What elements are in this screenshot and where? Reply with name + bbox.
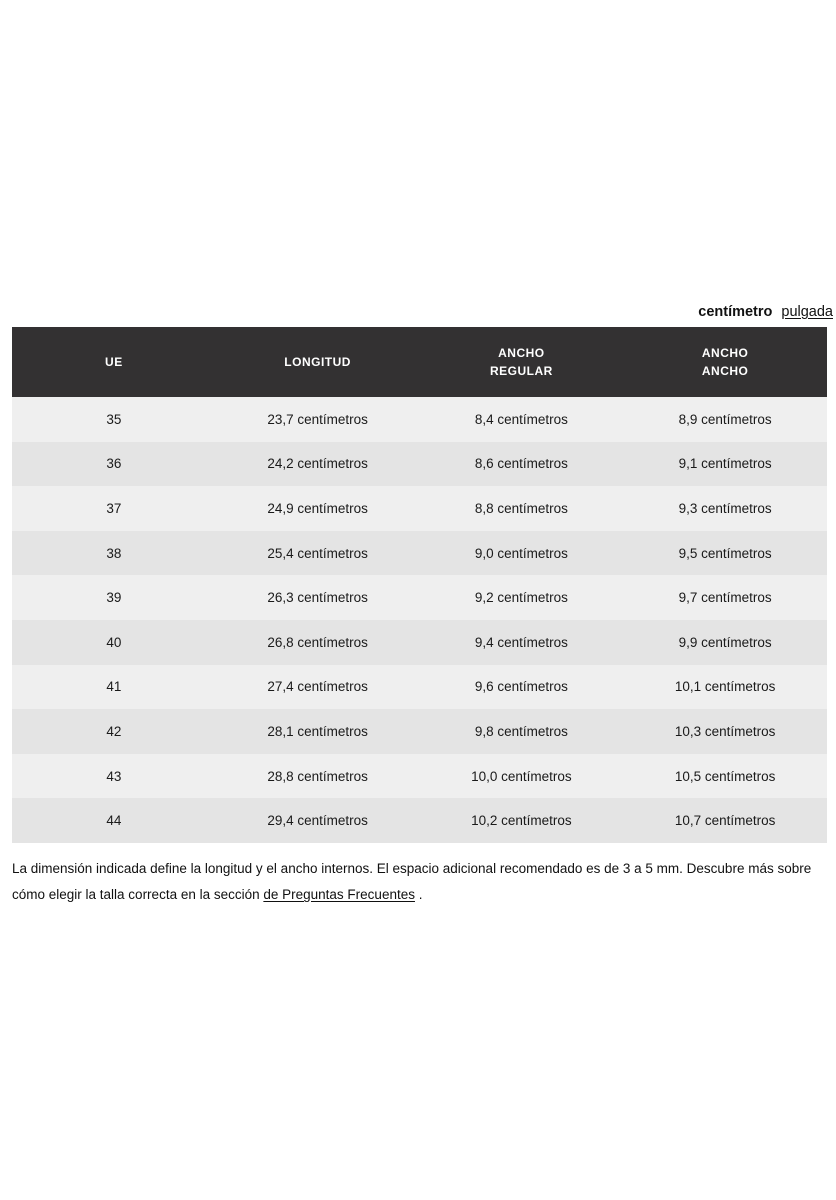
- cell-longitud: 26,8 centímetros: [267, 634, 368, 650]
- table-row: [12, 397, 827, 442]
- cell-ancho-ancho: 9,9 centímetros: [678, 634, 772, 650]
- cell-ancho-ancho: 10,7 centímetros: [674, 813, 776, 829]
- cell-longitud: 24,2 centímetros: [267, 456, 368, 472]
- cell-ue: 39: [106, 590, 122, 606]
- cell-ue: 43: [106, 768, 122, 784]
- table-row: [12, 754, 827, 799]
- column-header: [420, 327, 624, 397]
- cell-longitud: 27,4 centímetros: [267, 679, 368, 695]
- cell-longitud: 29,4 centímetros: [267, 813, 368, 829]
- column-header: [12, 327, 216, 397]
- cell-ancho-regular: 9,2 centímetros: [474, 590, 568, 606]
- unit-toggle: [698, 303, 833, 321]
- column-header: [623, 327, 827, 397]
- cell-longitud: 24,9 centímetros: [267, 500, 368, 516]
- table-row: [12, 531, 827, 576]
- cell-ancho-regular: 8,8 centímetros: [474, 500, 568, 516]
- cell-ancho-ancho: 8,9 centímetros: [678, 411, 772, 427]
- cell-longitud: 25,4 centímetros: [267, 545, 368, 561]
- cell-ancho-regular: 10,2 centímetros: [471, 813, 572, 829]
- cell-longitud: 23,7 centímetros: [267, 411, 368, 427]
- cell-ue: 41: [106, 679, 122, 695]
- unit-centimeter-button[interactable]: centímetro: [698, 304, 773, 320]
- table-row: [12, 798, 827, 843]
- unit-inch-button[interactable]: pulgada: [781, 304, 833, 320]
- column-header-line: LONGITUD: [284, 354, 351, 369]
- cell-ue: 37: [106, 500, 122, 516]
- column-header-line: ANCHO: [498, 345, 545, 360]
- cell-ue: 35: [106, 411, 122, 427]
- column-header: [216, 327, 420, 397]
- table-row: [12, 442, 827, 487]
- column-header-line: ANCHO: [701, 364, 749, 378]
- column-header-line: UE: [105, 354, 123, 369]
- cell-ancho-ancho: 10,5 centímetros: [674, 768, 776, 784]
- cell-longitud: 26,3 centímetros: [267, 590, 368, 606]
- cell-ancho-regular: 10,0 centímetros: [471, 768, 572, 784]
- cell-longitud: 28,1 centímetros: [267, 723, 368, 739]
- cell-ancho-regular: 9,4 centímetros: [474, 634, 568, 650]
- cell-ue: 36: [106, 456, 122, 472]
- cell-ancho-ancho: 10,1 centímetros: [674, 679, 776, 695]
- cell-ancho-regular: 9,8 centímetros: [474, 723, 568, 739]
- footnote-text-before: La dimensión indicada define la longitud y el ancho internos. El espacio adicional recomendado es de 3 a 5 mm. Descubre más sobre cómo elegir la talla correcta en la sección: [12, 861, 812, 902]
- cell-ue: 42: [106, 723, 122, 739]
- table-row: [12, 620, 827, 665]
- cell-ancho-ancho: 9,7 centímetros: [678, 590, 772, 606]
- cell-longitud: 28,8 centímetros: [267, 768, 368, 784]
- footnote: [12, 856, 826, 908]
- size-table: [12, 327, 827, 843]
- table-row: [12, 665, 827, 710]
- cell-ancho-regular: 9,6 centímetros: [474, 679, 568, 695]
- cell-ue: 38: [106, 545, 122, 561]
- cell-ancho-regular: 8,4 centímetros: [474, 411, 568, 427]
- table-row: [12, 486, 827, 531]
- table-row: [12, 575, 827, 620]
- column-header-line: ANCHO: [701, 345, 749, 360]
- cell-ancho-ancho: 10,3 centímetros: [674, 723, 776, 739]
- column-header-line: REGULAR: [489, 364, 553, 378]
- cell-ue: 44: [106, 813, 122, 829]
- cell-ancho-regular: 9,0 centímetros: [474, 545, 568, 561]
- faq-link[interactable]: de Preguntas Frecuentes: [263, 887, 415, 902]
- footnote-text-after: .: [414, 887, 423, 902]
- cell-ue: 40: [106, 634, 122, 650]
- cell-ancho-ancho: 9,1 centímetros: [678, 456, 772, 472]
- cell-ancho-ancho: 9,5 centímetros: [678, 545, 772, 561]
- table-header-row: [12, 327, 827, 397]
- table-body: [12, 397, 827, 843]
- cell-ancho-regular: 8,6 centímetros: [474, 456, 568, 472]
- table-row: [12, 709, 827, 754]
- cell-ancho-ancho: 9,3 centímetros: [678, 500, 772, 516]
